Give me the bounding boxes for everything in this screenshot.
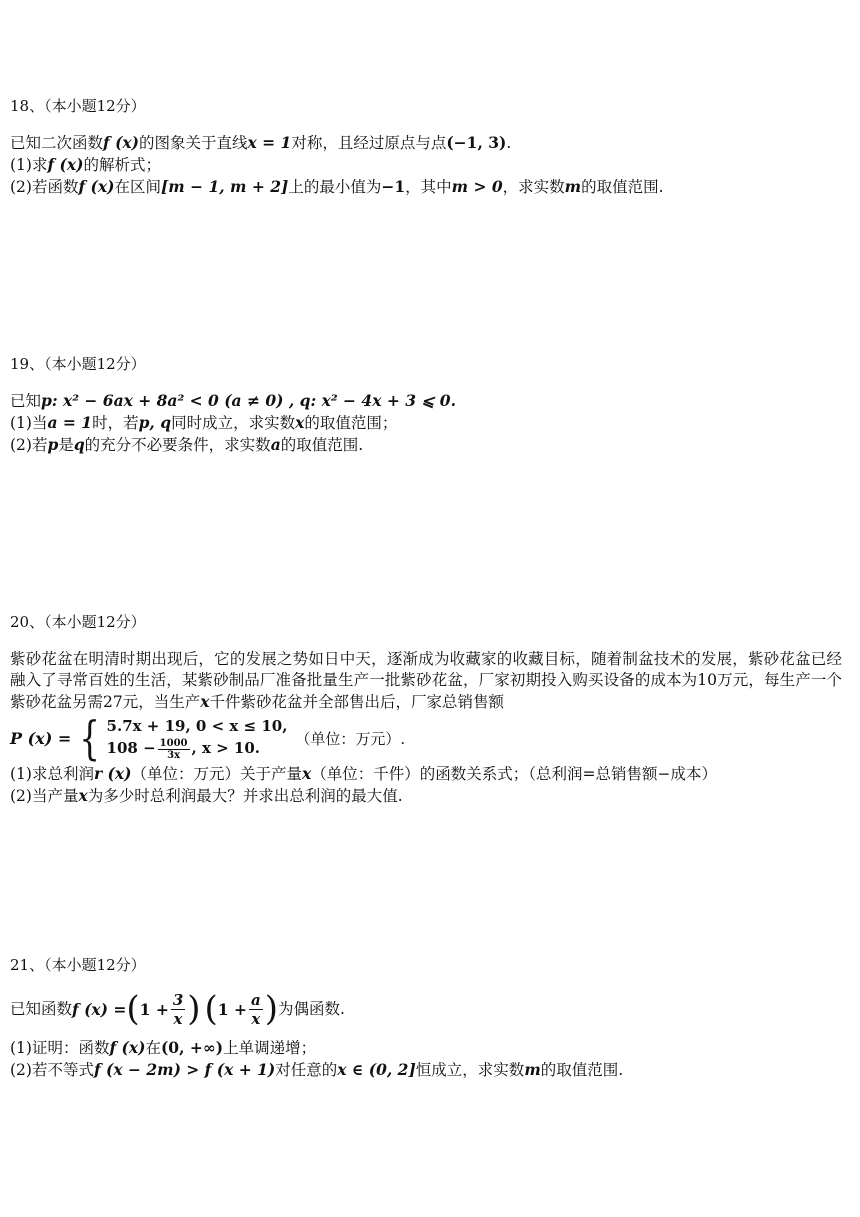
question-18-part-1 [10, 154, 844, 176]
text: 时，若 [92, 414, 139, 432]
fraction [158, 738, 190, 761]
question-21 [10, 955, 844, 1081]
text: ，求实数 [502, 178, 565, 196]
math-x: x [78, 786, 88, 805]
math-point: (−1, 3) [446, 133, 507, 152]
math-x: x [295, 413, 305, 432]
text: , x > 10. [191, 739, 260, 758]
text: (1)求 [10, 156, 48, 174]
text: 的图象关于直线 [139, 134, 248, 152]
text: 是 [58, 436, 74, 454]
math-f-x: f (x) [109, 1038, 146, 1057]
text: 已知二次函数 [10, 134, 104, 152]
text: 为多少时总利润最大？并求出总利润的最大值. [87, 787, 403, 805]
math-m: m [564, 177, 582, 196]
numerator: a [250, 990, 261, 1009]
numerator: 1000 [159, 737, 188, 749]
question-19-stem [10, 390, 844, 412]
text: 为偶函数. [277, 999, 345, 1018]
text: 已知函数 [10, 999, 73, 1018]
question-21-part-1 [10, 1037, 844, 1059]
question-19-header: 19、（本小题12分） [10, 355, 146, 373]
text: (2)若函数 [10, 178, 79, 196]
question-18-part-2 [10, 176, 844, 198]
math-q: q [73, 435, 85, 454]
question-20-part-2 [10, 785, 844, 807]
math-propositions: p: x² − 6ax + 8a² < 0 (a ≠ 0) , q: x² − 4x + 3 ⩽ 0. [41, 391, 456, 410]
text: (2)若 [10, 436, 48, 454]
unit-note: （单位：万元）. [295, 729, 406, 748]
case-1: 5.7x + 19, 0 < x ≤ 10, [106, 717, 288, 736]
cases [107, 715, 288, 761]
text: (1)当 [10, 414, 48, 432]
question-19-part-1 [10, 412, 844, 434]
question-19 [10, 354, 844, 456]
text: 恒成立，求实数 [415, 1061, 525, 1079]
math-inequality: f (x − 2m) > f (x + 1) [93, 1060, 276, 1079]
question-18-header: 18、（本小题12分） [10, 97, 146, 115]
denominator: x [251, 1009, 261, 1028]
question-21-stem [10, 985, 844, 1033]
math-condition: m > 0 [451, 177, 503, 196]
question-21-part-2 [10, 1059, 844, 1081]
denominator: 3x [167, 749, 181, 761]
math-P-x: P (x) = [10, 728, 72, 748]
piecewise-function [10, 713, 844, 763]
fraction-a-over-x [249, 991, 263, 1028]
text: (2)当产量 [10, 787, 79, 805]
text: 对称，且经过原点与点 [291, 134, 447, 152]
brace-glyph: { [79, 711, 101, 765]
text: 1 + [139, 999, 169, 1019]
text: (1)证明：函数 [10, 1039, 110, 1057]
math-m: m [524, 1060, 541, 1079]
text: 千件紫砂花盆并全部售出后，厂家总销售额 [209, 693, 504, 711]
text: 上的最小值为 [288, 178, 382, 196]
math-pq: p, q [138, 413, 172, 432]
text: 上单调递增； [223, 1039, 317, 1057]
question-19-part-2 [10, 434, 844, 456]
case-2 [107, 737, 288, 761]
math-f-x: f (x) [103, 133, 139, 152]
text: 的取值范围. [581, 178, 664, 196]
math-f-x: f (x) [47, 155, 84, 174]
math-domain: x ∈ (0, 2] [337, 1060, 416, 1079]
text: （单位：千件）的函数关系式；（总利润=总销售额−成本） [311, 765, 717, 783]
text: 在 [145, 1039, 161, 1057]
text: 对任意的 [275, 1061, 338, 1079]
math-interval: (0, +∞) [160, 1038, 224, 1057]
text: 108 − [106, 739, 156, 758]
paren-close: ) [264, 989, 278, 1029]
question-20 [10, 612, 844, 807]
question-20-part-1 [10, 763, 844, 785]
math-f-x: f (x) [78, 177, 115, 196]
math-a: a [270, 435, 281, 454]
math-condition: a = 1 [47, 413, 93, 432]
paren-close: ) [187, 989, 201, 1029]
question-21-header: 21、（本小题12分） [10, 956, 146, 974]
denominator: x [173, 1009, 183, 1028]
math-interval: [m − 1, m + 2] [160, 177, 289, 196]
text: ，其中 [405, 178, 452, 196]
text: 的充分不必要条件，求实数 [84, 436, 271, 454]
numerator: 3 [172, 990, 184, 1009]
text: 已知 [10, 392, 42, 410]
text: 紫砂花盆在明清时期出现后，它的发展之势如日中天，逐渐成为收藏家的收藏目标，随着制盆技术的发展，紫砂花盆已经融入了寻常百姓的生活，某紫砂制品厂准备批量生产一批紫砂花盆，厂家初期投入购买设备的成本为10万元，每生产一个紫砂花盆另需27元，当生产 [10, 650, 842, 711]
text: 同时成立，求实数 [171, 414, 296, 432]
text: 的解析式； [83, 156, 161, 174]
math-p: p [47, 435, 59, 454]
text: . [506, 134, 512, 152]
fraction-3-over-x [171, 991, 185, 1028]
math-x: x [301, 764, 312, 783]
math-value: −1 [381, 177, 406, 196]
paren-open: ( [204, 989, 218, 1029]
math-r-x: r (x) [93, 764, 132, 783]
text: 在区间 [114, 178, 161, 196]
text: （单位：万元）关于产量 [131, 765, 302, 783]
math-f-x: f (x) = [72, 999, 127, 1019]
question-20-header: 20、（本小题12分） [10, 613, 146, 631]
text: 的取值范围. [540, 1061, 624, 1079]
question-18-stem [10, 132, 844, 154]
math-line: x = 1 [247, 133, 292, 152]
paren-open: ( [126, 989, 140, 1029]
question-20-stem [10, 649, 842, 713]
text: (2)若不等式 [10, 1061, 94, 1079]
text: 的取值范围. [280, 436, 364, 454]
math-x: x [200, 692, 210, 711]
text: 1 + [217, 999, 247, 1019]
text: 的取值范围； [304, 414, 398, 432]
question-18 [10, 96, 844, 198]
text: (1)求总利润 [10, 765, 94, 783]
